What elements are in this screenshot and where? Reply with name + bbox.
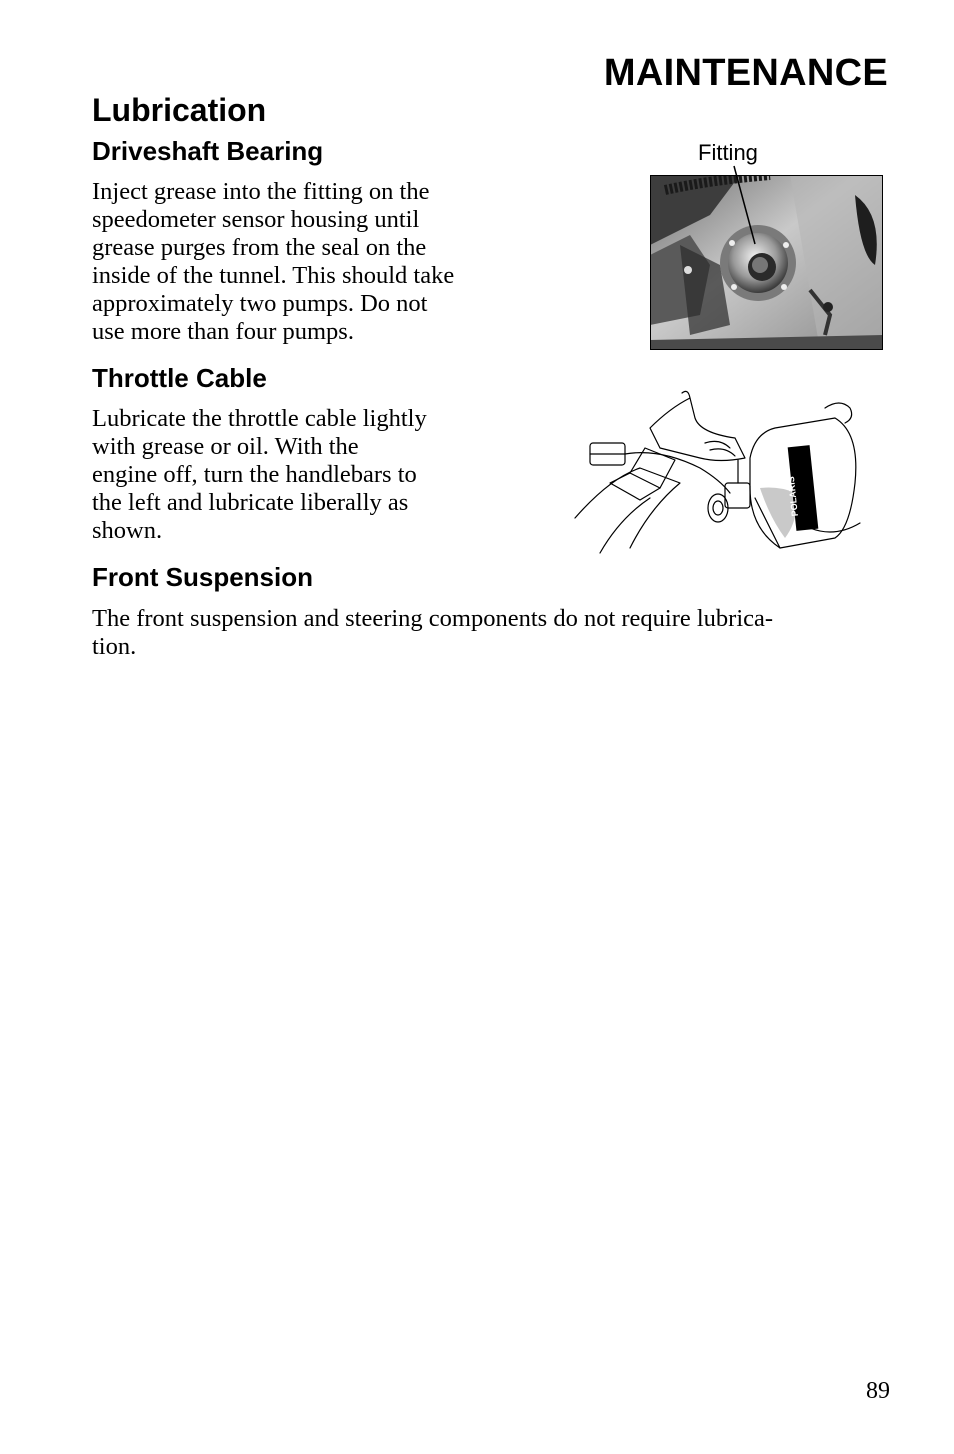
section-title: MAINTENANCE [603, 52, 888, 94]
text-line: The front suspension and steering components do not require lubrica- [92, 605, 774, 632]
text-line: inside of the tunnel. This should take [92, 262, 455, 289]
text-line: use more than four pumps. [92, 318, 354, 345]
text-line: Lubricate the throttle cable lightly [92, 405, 427, 432]
text-line: approximately two pumps. Do not [92, 290, 428, 317]
text-line: tion. [92, 633, 137, 660]
bottle-brand-label: POLARIS [785, 475, 800, 517]
throttle-cable-text [92, 405, 427, 545]
text-line: the left and lubricate liberally as [92, 489, 409, 516]
driveshaft-bearing-text [92, 178, 454, 346]
page-heading: Lubrication [92, 92, 267, 128]
throttle-lubrication-illustration [570, 388, 870, 556]
text-line: shown. [92, 517, 163, 544]
text-line: engine off, turn the handlebars to [92, 461, 417, 488]
front-suspension-heading: Front Suspension [92, 562, 313, 592]
fitting-callout-label: Fitting [698, 140, 758, 165]
driveshaft-bearing-heading: Driveshaft Bearing [92, 136, 324, 166]
page-number: 89 [866, 1378, 890, 1404]
text-line: speedometer sensor housing until [92, 206, 420, 233]
fitting-callout-line [650, 160, 883, 260]
text-line: with grease or oil. With the [92, 433, 359, 460]
throttle-cable-heading: Throttle Cable [92, 363, 267, 393]
text-line: Inject grease into the fitting on the [92, 178, 430, 205]
front-suspension-text [92, 605, 773, 661]
text-line: grease purges from the seal on the [92, 234, 427, 261]
